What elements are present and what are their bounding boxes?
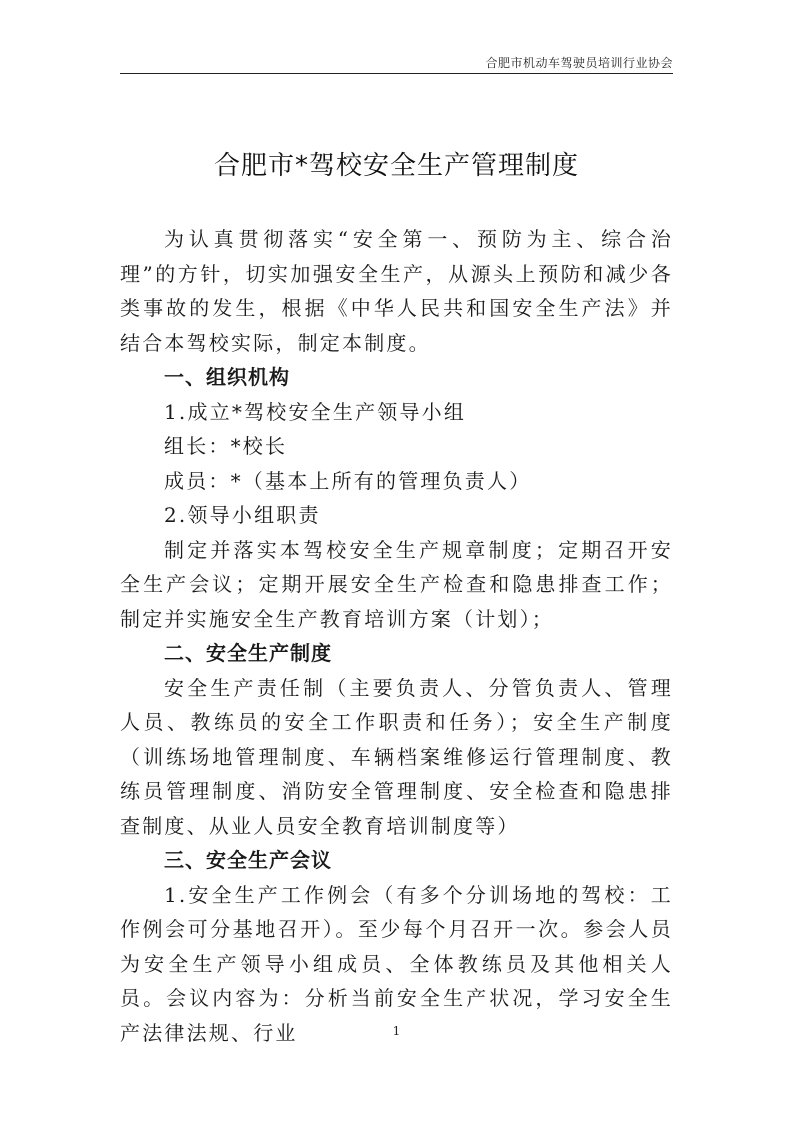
document-body	[120, 222, 673, 1050]
section-heading-safety-rules: 二、安全生产制度	[164, 641, 332, 665]
safety-rules-paragraph: 安全生产责任制（主要负责人、分管负责人、管理人员、教练员的安全工作职责和任务）；安全生产制度（训练场地管理制度、车辆档案维修运行管理制度、教练员管理制度、消防安全管理制度、安全检查和隐患排查制度、从业人员安全教育培训制度等）	[120, 675, 673, 838]
subsection-leading-group: 1.成立*驾校安全生产领导小组	[164, 399, 467, 424]
section-heading-organization: 一、组织机构	[164, 365, 290, 389]
subsection-group-duties: 2.领导小组职责	[164, 503, 321, 527]
document-title: 合肥市*驾校安全生产管理制度	[213, 151, 579, 181]
group-members-line: 成员：*（基本上所有的管理负责人）	[164, 468, 532, 493]
header-divider	[120, 73, 673, 74]
group-duties-paragraph: 制定并落实本驾校安全生产规章制度；定期召开安全生产会议；定期开展安全生产检查和隐患排查工作；制定并实施安全生产教育培训方案（计划）；	[120, 537, 673, 631]
header-organization: 合肥市机动车驾驶员培训行业协会	[485, 56, 673, 70]
page-number: 1	[392, 1024, 401, 1038]
section-heading-safety-meetings: 三、安全生产会议	[164, 848, 332, 872]
safety-meetings-paragraph: 1.安全生产工作例会（有多个分训场地的驾校：工作例会可分基地召开）。至少每个月召开一次。参会人员为安全生产领导小组成员、全体教练员及其他相关人员。会议内容为：分析当前安全生产状况，学习安全生产法律法规、行业	[120, 882, 673, 1045]
group-leader-line: 组长：*校长	[164, 434, 288, 458]
intro-paragraph: 为认真贯彻落实“安全第一、预防为主、综合治理”的方针，切实加强安全生产，从源头上预防和减少各类事故的发生，根据《中华人民共和国安全生产法》并结合本驾校实际，制定本制度。	[120, 227, 673, 355]
